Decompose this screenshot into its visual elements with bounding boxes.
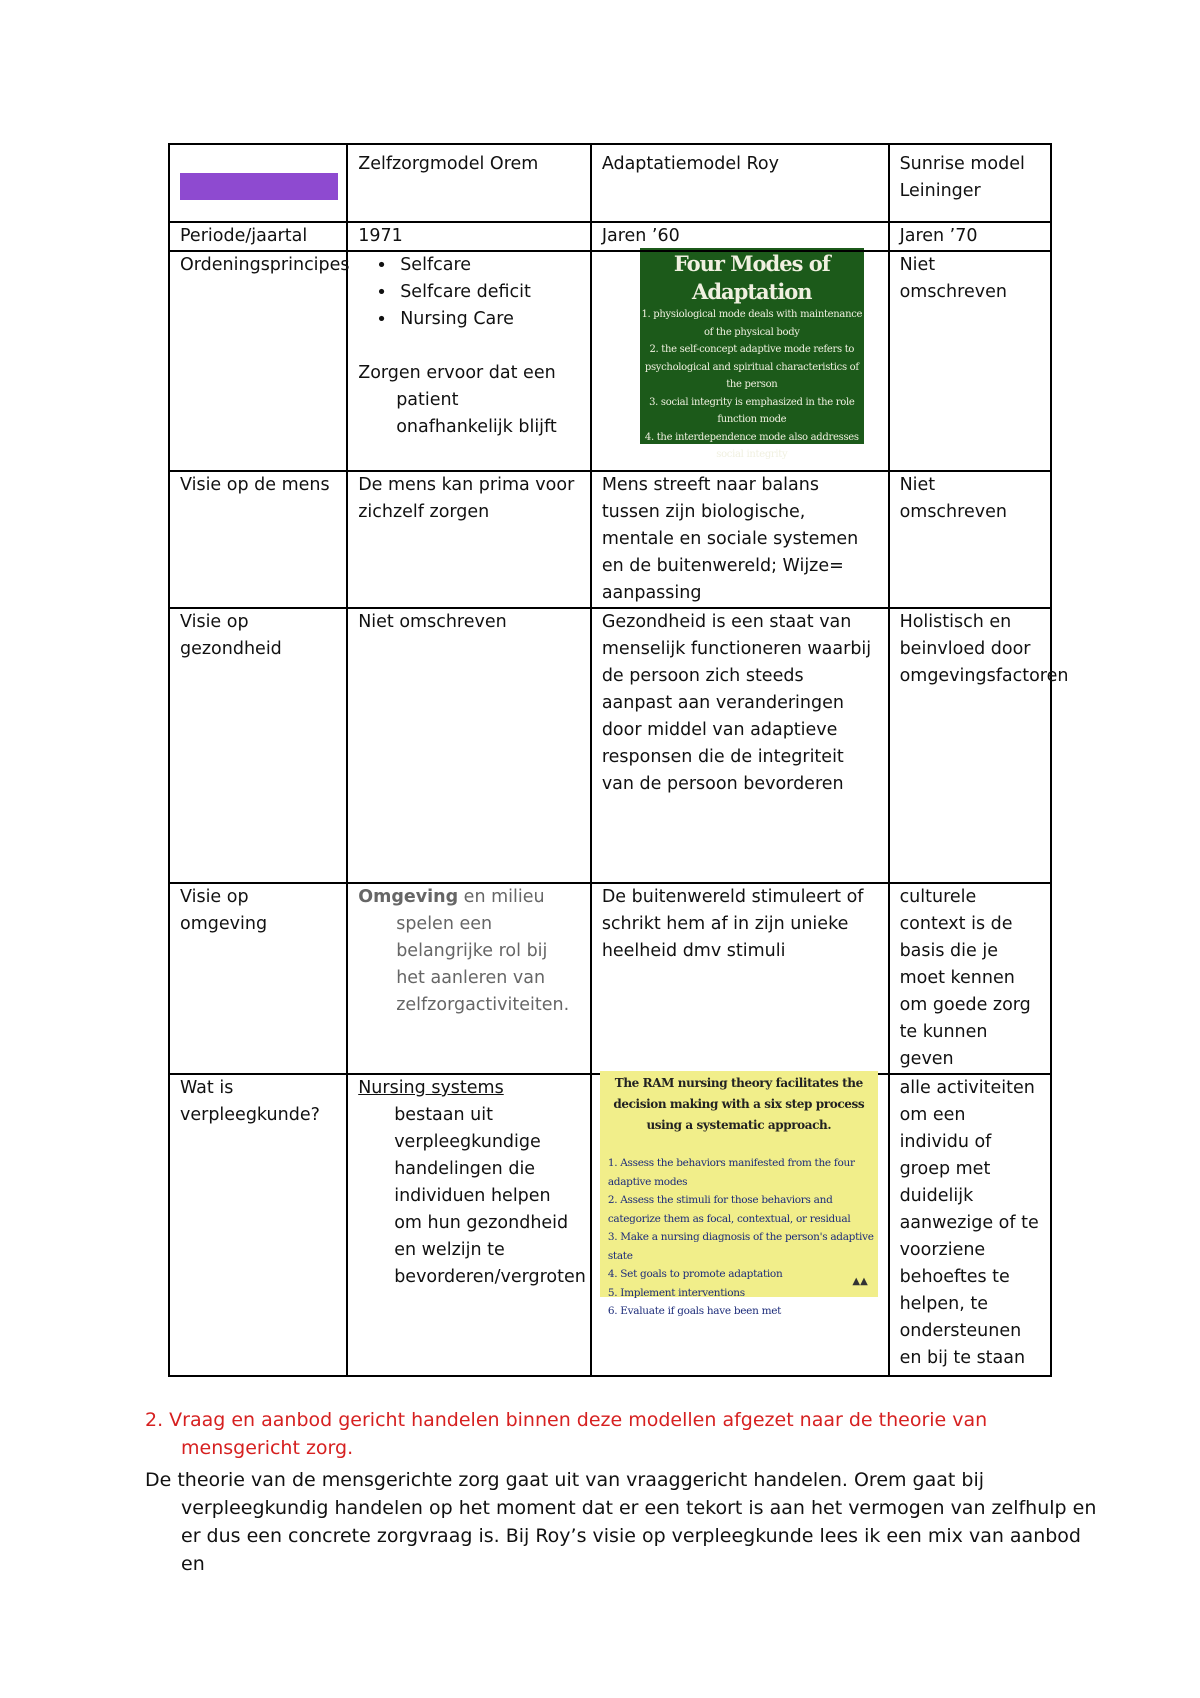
cell-roy: Jaren ’60: [591, 222, 889, 251]
row-label: Periode/jaartal: [169, 222, 347, 251]
list-item: • Selfcare deficit: [386, 279, 580, 306]
text-rest: en milieu spelen een belangrijke rol bij het aanleren van zelfzorgactiviteiten.: [396, 887, 570, 1015]
orem-principles-list: [358, 252, 580, 333]
row-label: Visie op de mens: [169, 471, 347, 608]
list-item: 6. Evaluate if goals have been met: [607, 1305, 782, 1317]
cell-roy: Mens streeft naar balans tussen zijn biologische, mentale en sociale systemen en de buitenwereld; Wijze= aanpassing: [591, 471, 889, 608]
list-item: 3. Make a nursing diagnosis of the person's adaptive state: [607, 1231, 874, 1262]
list-item: • Nursing Care: [386, 306, 580, 333]
cell-roy: [591, 251, 889, 471]
row-ordening: [169, 251, 1051, 471]
nursing-systems-term: Nursing systems: [358, 1078, 504, 1098]
cell-orem: [347, 1074, 591, 1376]
bold-term: Omgeving: [358, 887, 459, 907]
header-orem: Zelfzorgmodel Orem: [347, 144, 591, 222]
body-paragraph: De theorie van de mensgerichte zorg gaat uit van vraaggericht handelen. Orem gaat bij verpleegkundig handelen op het moment dat er een tekort is aan het vermogen van zelfhulp en er dus een concrete zorgvraag is. Bij Roy’s visie op verpleegkunde lees ik een mix van aanbod en: [145, 1469, 1097, 1575]
header-leininger: Sunrise model Leininger: [889, 144, 1051, 222]
image-item: 1. physiological mode deals with maintenance of the physical body: [641, 309, 863, 338]
orem-principle-text: Zorgen ervoor dat een patient onafhankelijk blijft: [358, 363, 557, 437]
row-omgeving: [169, 883, 1051, 1074]
header-cell-empty: [169, 144, 347, 222]
row-label: Visie op omgeving: [169, 883, 347, 1074]
row-verpleegkunde: [169, 1074, 1051, 1376]
question-heading: 2. Vraag en aanbod gericht handelen binnen deze modellen afgezet naar de theorie van mensgericht zorg.: [145, 1409, 988, 1459]
cell-leininger: Niet omschreven: [889, 471, 1051, 608]
row-label: Wat is verpleegkunde?: [169, 1074, 347, 1376]
cell-orem: Niet omschreven: [347, 608, 591, 883]
image-item: 3. social integrity is emphasized in the role function mode: [649, 396, 855, 425]
cell-leininger: Jaren ’70: [889, 222, 1051, 251]
four-modes-image: [640, 248, 864, 460]
list-item: 1. Assess the behaviors manifested from the four adaptive modes: [607, 1157, 855, 1188]
cell-orem: De mens kan prima voor zichzelf zorgen: [347, 471, 591, 608]
row-periode: [169, 222, 1051, 251]
row-label: Visie op gezondheid: [169, 608, 347, 883]
list-item: 4. Set goals to promote adaptation: [607, 1268, 783, 1280]
row-gezondheid: [169, 608, 1051, 883]
orem-omgeving-text: [358, 884, 580, 1019]
row-label: Ordeningsprincipes: [169, 251, 347, 471]
cell-roy: De buitenwereld stimuleert of schrikt hem af in zijn unieke heelheid dmv stimuli: [591, 883, 889, 1074]
cell-roy: [591, 1074, 889, 1376]
comparison-table: [168, 143, 1069, 1377]
cell-orem: [347, 251, 591, 471]
list-item: 5. Implement interventions: [607, 1286, 745, 1299]
cell-orem: 1971: [347, 222, 591, 251]
list-item: • Selfcare: [386, 252, 580, 279]
image-title: The RAM nursing theory facilitates the decision making with a six step process using a systematic approach.: [613, 1076, 865, 1132]
header-roy: Adaptatiemodel Roy: [591, 144, 889, 222]
image-title: Four Modes of Adaptation: [673, 251, 830, 304]
ram-steps-image: [600, 1071, 878, 1317]
cell-leininger: Holistisch en beinvloed door omgevingsfactoren: [889, 608, 1051, 883]
orem-verpleegkunde-text: bestaan uit verpleegkundige handelingen die individuen helpen om hun gezondheid en welzijn te bevorderen/vergroten: [394, 1105, 586, 1287]
steps-list: [600, 1154, 878, 1321]
cell-orem: [347, 883, 591, 1074]
cell-roy: Gezondheid is een staat van menselijk functioneren waarbij de persoon zich steeds aanpast aan veranderingen door middel van adaptieve responsen die de integriteit van de persoon bevorderen: [591, 608, 889, 883]
cell-leininger: Niet omschreven: [889, 251, 1051, 471]
cell-leininger: culturele context is de basis die je moet kennen om goede zorg te kunnen geven: [889, 883, 1051, 1074]
header-row: [169, 144, 1051, 222]
purple-highlight-bar: [180, 173, 338, 200]
row-mens: [169, 471, 1051, 608]
image-item: 2. the self-concept adaptive mode refers to psychological and spiritual characteristics of the person: [644, 344, 859, 390]
image-item: 4. the interdependence mode also addresses social integrity: [644, 431, 859, 460]
cell-leininger: alle activiteiten om een individu of groep met duidelijk aanwezige of te voorziene behoeftes te helpen, te ondersteunen en bij te staan: [889, 1074, 1051, 1376]
arrow-icon: ▲▲: [852, 1276, 868, 1287]
list-item: 2. Assess the stimuli for those behaviors and categorize them as focal, contextual, or residual: [607, 1194, 851, 1225]
